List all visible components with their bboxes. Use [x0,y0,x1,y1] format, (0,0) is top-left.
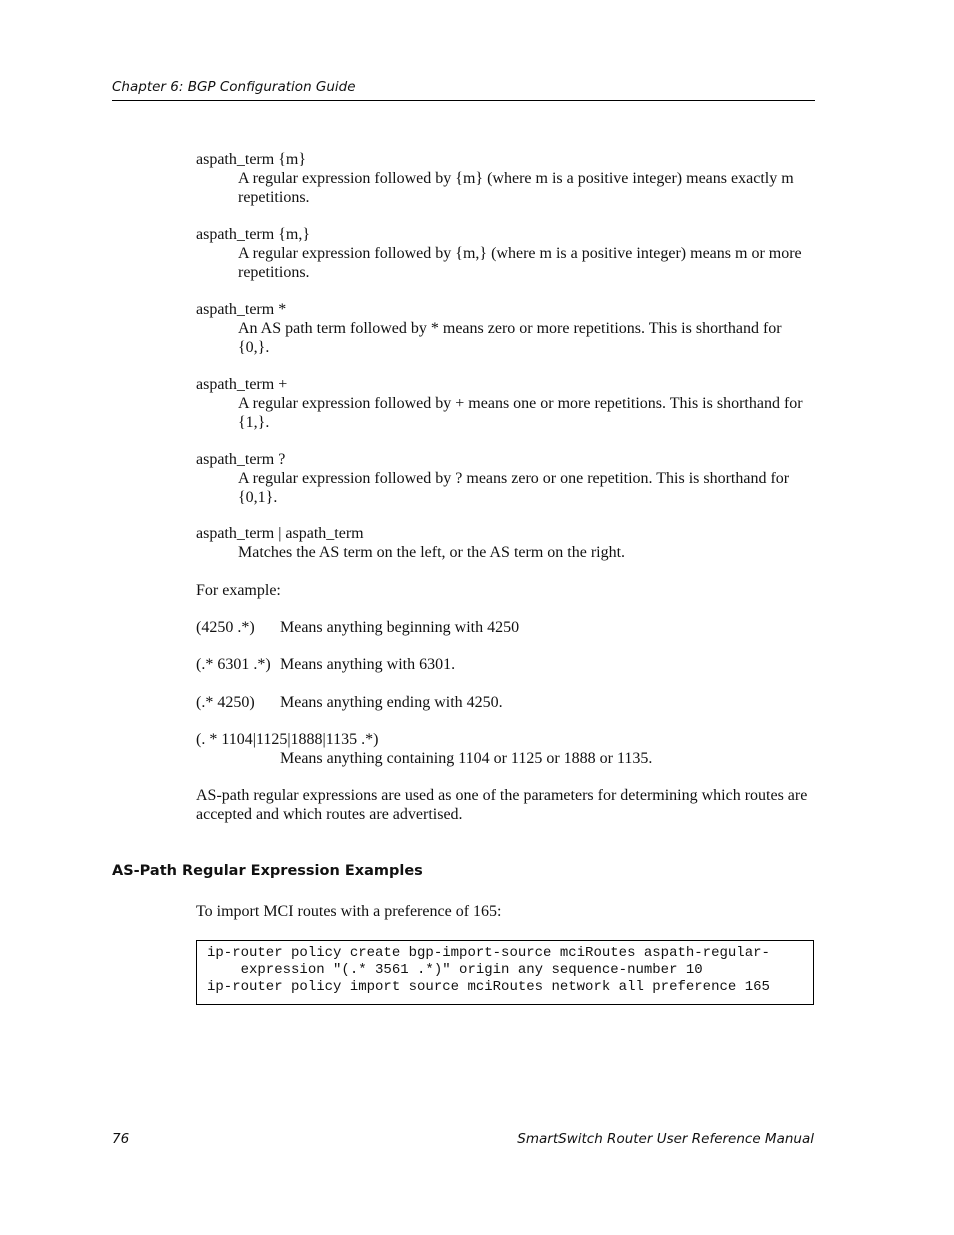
code-line: ip-router policy create bgp-import-source mciRoutes aspath-regular- [207,945,770,961]
section-intro: To import MCI routes with a preference of 165: [196,903,502,920]
example-row [196,618,816,637]
example-row [196,693,816,712]
example-row-long [196,730,816,768]
definition-term-question [196,450,816,507]
term-description: A regular expression followed by {m} (where m is a positive integer) means exactly m repetitions. [238,170,794,206]
code-line: ip-router policy import source mciRoutes network all preference 165 [207,979,770,995]
section-heading: AS-Path Regular Expression Examples [112,863,423,879]
example-description: Means anything containing 1104 or 1125 or 1888 or 1135. [280,750,653,767]
code-line: expression "(.* 3561 .*)" origin any sequence-number 10 [207,962,703,978]
example-description: Means anything with 6301. [280,656,456,673]
example-code: (.* 6301 .*) [196,656,271,673]
example-description: Means anything beginning with 4250 [280,619,520,636]
summary-paragraph: AS-path regular expressions are used as one of the parameters for determining which routes are accepted and which routes are advertised. [196,787,808,823]
term-name: aspath_term + [196,376,288,393]
term-name: aspath_term {m} [196,151,306,168]
term-description: A regular expression followed by ? means zero or one repetition. This is shorthand for {0,1}. [238,470,790,506]
term-description: A regular expression followed by {m,} (where m is a positive integer) means m or more repetitions. [238,245,802,281]
example-description: Means anything ending with 4250. [280,694,503,711]
definition-term-m-comma [196,225,816,282]
example-code: (.* 4250) [196,694,255,711]
definition-term-alternation [196,524,816,562]
definition-term-plus [196,375,816,432]
for-example-label: For example: [196,582,281,599]
code-example-box [196,940,814,1005]
term-description: An AS path term followed by * means zero or more repetitions. This is shorthand for {0,}. [238,320,782,356]
term-name: aspath_term | aspath_term [196,525,364,542]
example-row [196,655,816,674]
definition-term-m [196,150,816,207]
definition-term-star [196,300,816,357]
term-name: aspath_term ? [196,451,286,468]
term-name: aspath_term {m,} [196,226,310,243]
example-code: (4250 .*) [196,619,255,636]
term-description: A regular expression followed by + means one or more repetitions. This is shorthand for {1,}. [238,395,803,431]
manual-title: SmartSwitch Router User Reference Manual [517,1131,814,1147]
running-header: Chapter 6: BGP Configuration Guide [112,79,815,101]
page-number: 76 [112,1131,130,1147]
term-name: aspath_term * [196,301,287,318]
term-description: Matches the AS term on the left, or the AS term on the right. [238,544,626,561]
example-code: (. * 1104|1125|1888|1135 .*) [196,731,379,748]
